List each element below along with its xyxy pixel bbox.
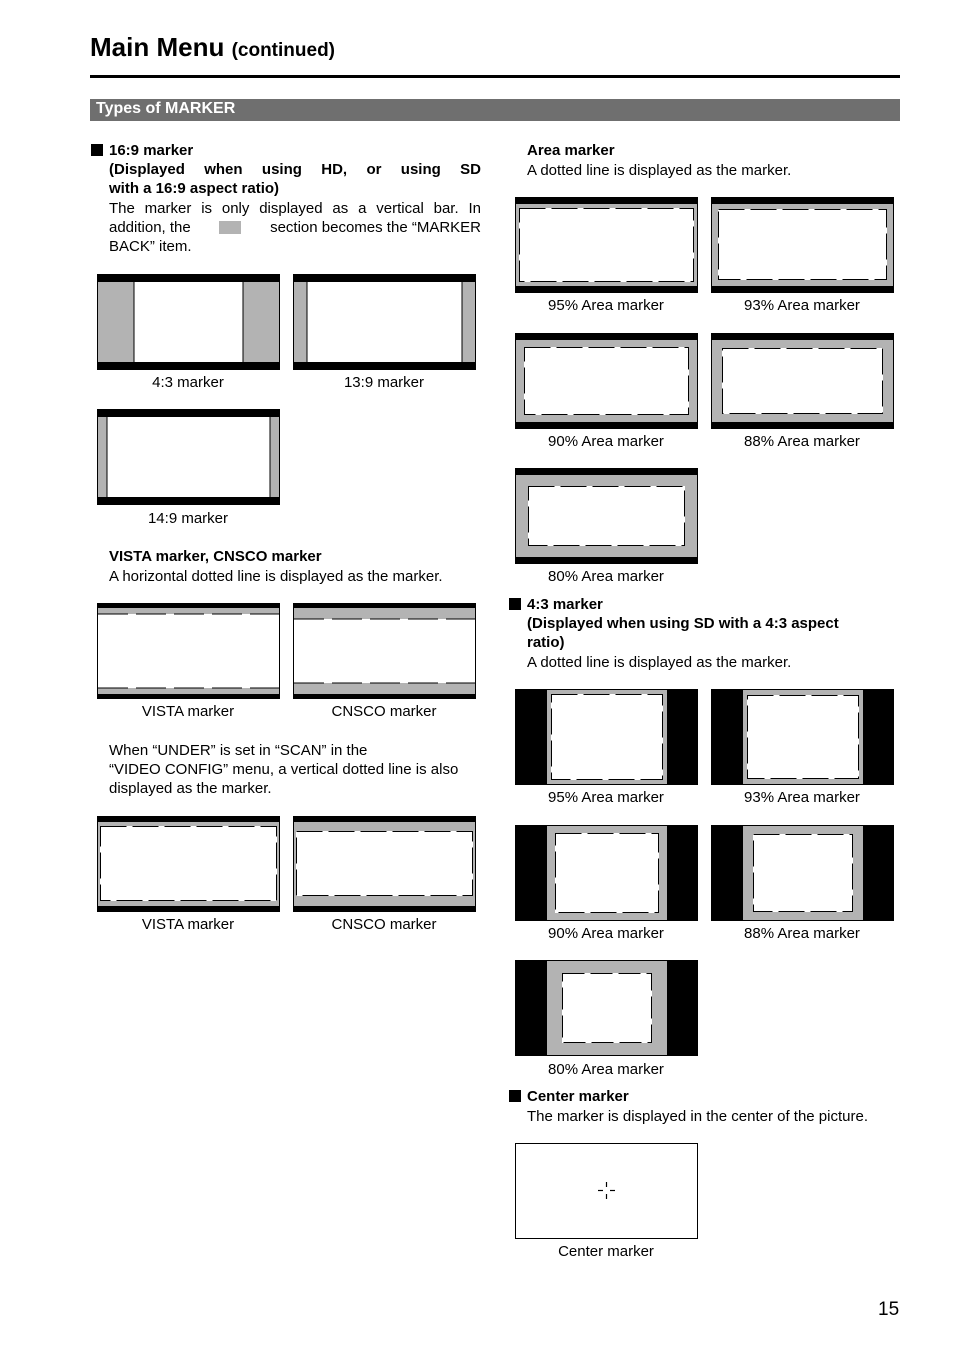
section-bar	[90, 99, 900, 121]
center-heading: Center marker	[527, 1088, 629, 1105]
marker-169-body-1: The marker is only displayed as a vertical bar. In	[109, 200, 481, 217]
page-title	[90, 32, 335, 63]
diagram-vista-marker	[97, 603, 280, 699]
diagram-43-area-95	[515, 689, 698, 785]
caption-43-area-88: 88% Area marker	[744, 925, 860, 942]
header-rule	[90, 75, 900, 78]
caption-43-area-95: 95% Area marker	[548, 789, 664, 806]
area-body: A dotted line is displayed as the marker.	[527, 162, 792, 179]
caption-cnsco-marker: CNSCO marker	[331, 703, 437, 720]
page-number: 15	[878, 1299, 900, 1320]
marker-43-heading: 4:3 marker	[527, 596, 603, 613]
marker-169-body-3: BACK” item.	[109, 238, 192, 255]
marker-169-body-2b: section becomes the “MARKER	[270, 219, 481, 236]
caption-area-80: 80% Area marker	[548, 568, 664, 585]
bullet-square-icon	[91, 144, 103, 156]
diagram-cnsco-under-marker	[293, 816, 476, 912]
title-continued: (continued)	[231, 40, 336, 61]
diagram-area-90	[515, 333, 698, 429]
diagram-43-marker	[97, 274, 280, 370]
bullet-square-icon	[509, 1090, 521, 1102]
section-title: Types of MARKER	[96, 100, 236, 117]
marker-169-body-2	[109, 218, 481, 237]
marker-169-condition-2: with a 16:9 aspect ratio)	[109, 180, 280, 197]
marker-43-condition-2: ratio)	[527, 634, 565, 651]
diagram-139-marker	[293, 274, 476, 370]
caption-139-marker: 13:9 marker	[343, 374, 425, 391]
diagram-149-marker	[97, 409, 280, 505]
caption-149-marker: 14:9 marker	[147, 510, 229, 527]
area-heading: Area marker	[527, 142, 615, 159]
caption-vista-marker: VISTA marker	[141, 703, 235, 720]
vista-body: A horizontal dotted line is displayed as the marker.	[109, 568, 443, 585]
diagram-43-area-80	[515, 960, 698, 1056]
diagram-43-area-88	[711, 825, 894, 921]
diagram-43-area-93	[711, 689, 894, 785]
caption-area-88: 88% Area marker	[744, 433, 860, 450]
caption-area-93: 93% Area marker	[744, 297, 860, 314]
caption-area-95: 95% Area marker	[548, 297, 664, 314]
caption-43-marker: 4:3 marker	[152, 374, 224, 391]
diagram-center-marker	[515, 1143, 698, 1239]
marker-169-body-2a: addition, the	[109, 219, 191, 236]
grey-section-swatch	[219, 221, 241, 234]
under-text-3: displayed as the marker.	[109, 780, 272, 797]
caption-43-area-80: 80% Area marker	[548, 1061, 664, 1078]
caption-vista-under-marker: VISTA marker	[141, 916, 235, 933]
diagram-vista-under-marker	[97, 816, 280, 912]
caption-43-area-90: 90% Area marker	[548, 925, 664, 942]
center-body: The marker is displayed in the center of the picture.	[527, 1108, 869, 1125]
diagram-area-88	[711, 333, 894, 429]
caption-area-90: 90% Area marker	[548, 433, 664, 450]
marker-169-condition-1: (Displayed when using HD, or using SD	[109, 161, 481, 178]
under-text-1: When “UNDER” is set in “SCAN” in the	[109, 742, 368, 759]
diagram-43-area-90	[515, 825, 698, 921]
caption-center-marker: Center marker	[558, 1243, 654, 1260]
title-main: Main Menu	[90, 32, 225, 62]
diagram-cnsco-marker	[293, 603, 476, 699]
under-text-2: “VIDEO CONFIG” menu, a vertical dotted line is also	[109, 761, 459, 778]
caption-43-area-93: 93% Area marker	[744, 789, 860, 806]
marker-43-condition-1: (Displayed when using SD with a 4:3 aspect	[527, 615, 839, 632]
marker-169-heading: 16:9 marker	[109, 142, 194, 159]
marker-43-body: A dotted line is displayed as the marker.	[527, 654, 792, 671]
diagram-area-95	[515, 197, 698, 293]
vista-heading: VISTA marker, CNSCO marker	[109, 548, 322, 565]
diagram-area-80	[515, 468, 698, 564]
diagram-area-93	[711, 197, 894, 293]
caption-cnsco-under-marker: CNSCO marker	[331, 916, 437, 933]
bullet-square-icon	[509, 598, 521, 610]
